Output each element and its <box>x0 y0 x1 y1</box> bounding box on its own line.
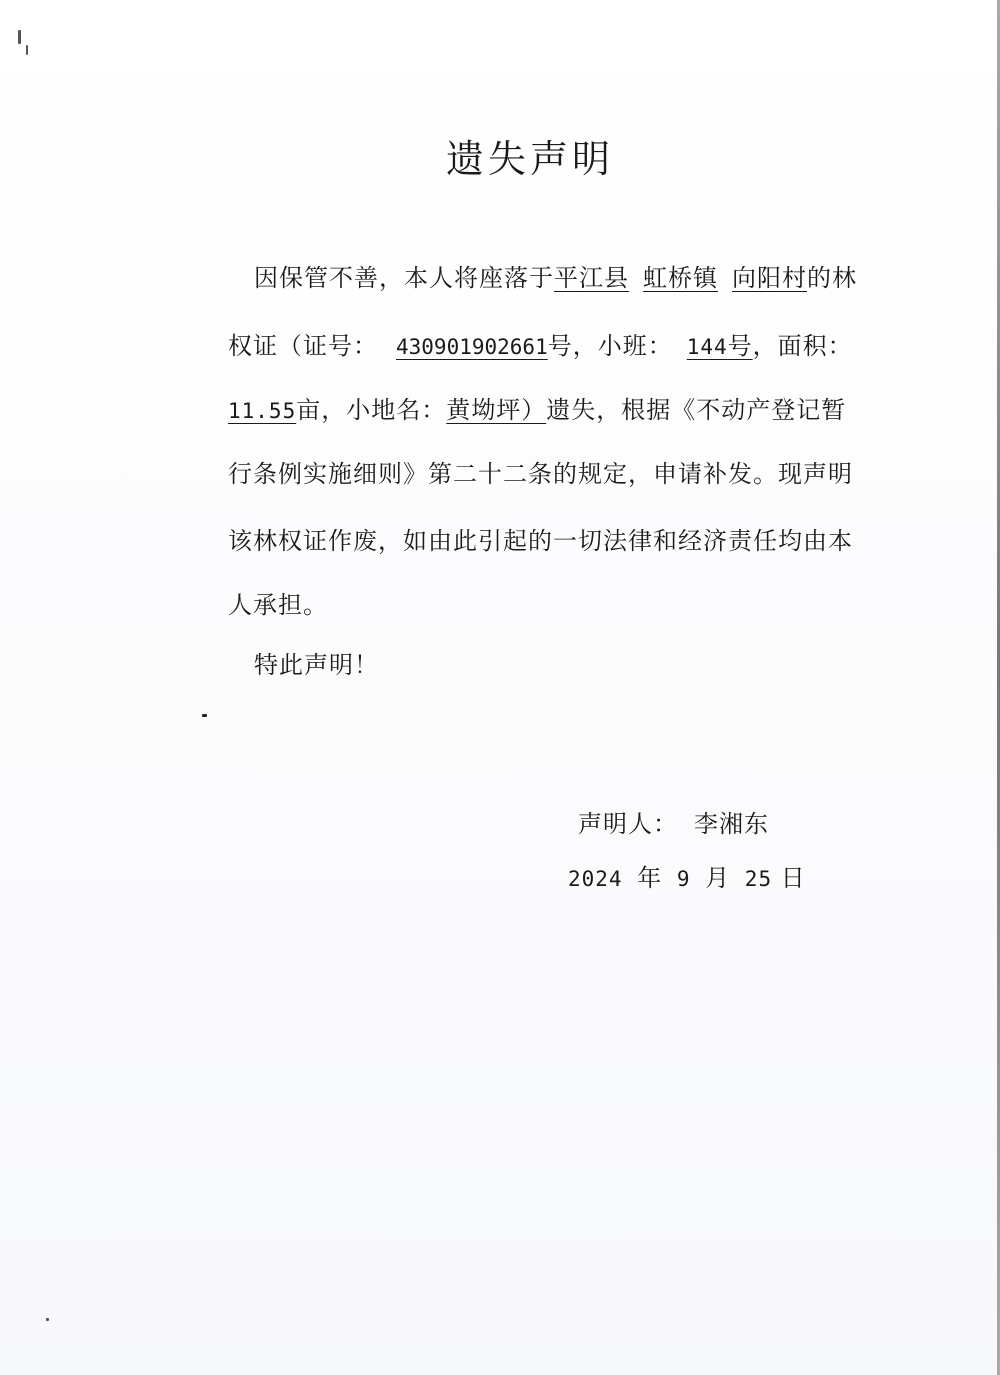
declarant-label: 声明人： <box>578 810 678 838</box>
body-text: 因保管不善，本人将座落于 <box>254 264 554 292</box>
body-line-1 <box>254 258 904 293</box>
date-line <box>568 858 806 893</box>
body-line-5 <box>228 521 878 556</box>
scan-speck <box>202 714 207 717</box>
body-text: 行条例实施细则》第二十二条的规定，申请补发。现声明 <box>228 460 853 488</box>
body-line-2 <box>228 326 878 361</box>
closing-text: 特此声明！ <box>254 651 379 679</box>
date-day-unit: 日 <box>780 864 806 892</box>
body-text: ，面积： <box>752 332 853 360</box>
date-month-unit: 月 <box>705 864 731 892</box>
area-value: 11.55 <box>228 399 297 423</box>
county-field: 平江县 虹桥镇 向阳村 <box>554 264 807 292</box>
date-year-unit: 年 <box>637 864 663 892</box>
body-text: 该林权证作废，如由此引起的一切法律和经济责任均由本 <box>228 527 853 555</box>
declarant-name: 李湘东 <box>694 810 769 838</box>
date-month: 9 <box>676 867 691 891</box>
place-name: 黄坳坪） <box>446 396 547 424</box>
scan-speck <box>26 45 28 55</box>
date-year: 2024 <box>568 867 623 891</box>
body-line-4 <box>228 454 878 489</box>
body-text: 权证（证号： <box>228 332 378 360</box>
scan-speck <box>18 30 21 44</box>
body-line-3 <box>228 390 878 425</box>
body-text: 亩，小地名： <box>296 396 447 424</box>
plot-number-field: 144号 <box>686 332 753 360</box>
certificate-number: 430901902661 <box>396 335 548 359</box>
body-line-6 <box>228 585 878 620</box>
date-day: 25 <box>744 867 773 891</box>
closing-line <box>254 645 904 680</box>
declarant-line <box>578 804 769 839</box>
body-text: 遗失，根据《不动产登记暂 <box>546 396 847 424</box>
body-text: 号，小班： <box>547 332 673 360</box>
body-text: 人承担。 <box>228 591 328 619</box>
body-text: 的林 <box>807 264 857 292</box>
page-title: 遗失声明 <box>445 137 614 181</box>
scan-speck <box>46 1318 49 1321</box>
